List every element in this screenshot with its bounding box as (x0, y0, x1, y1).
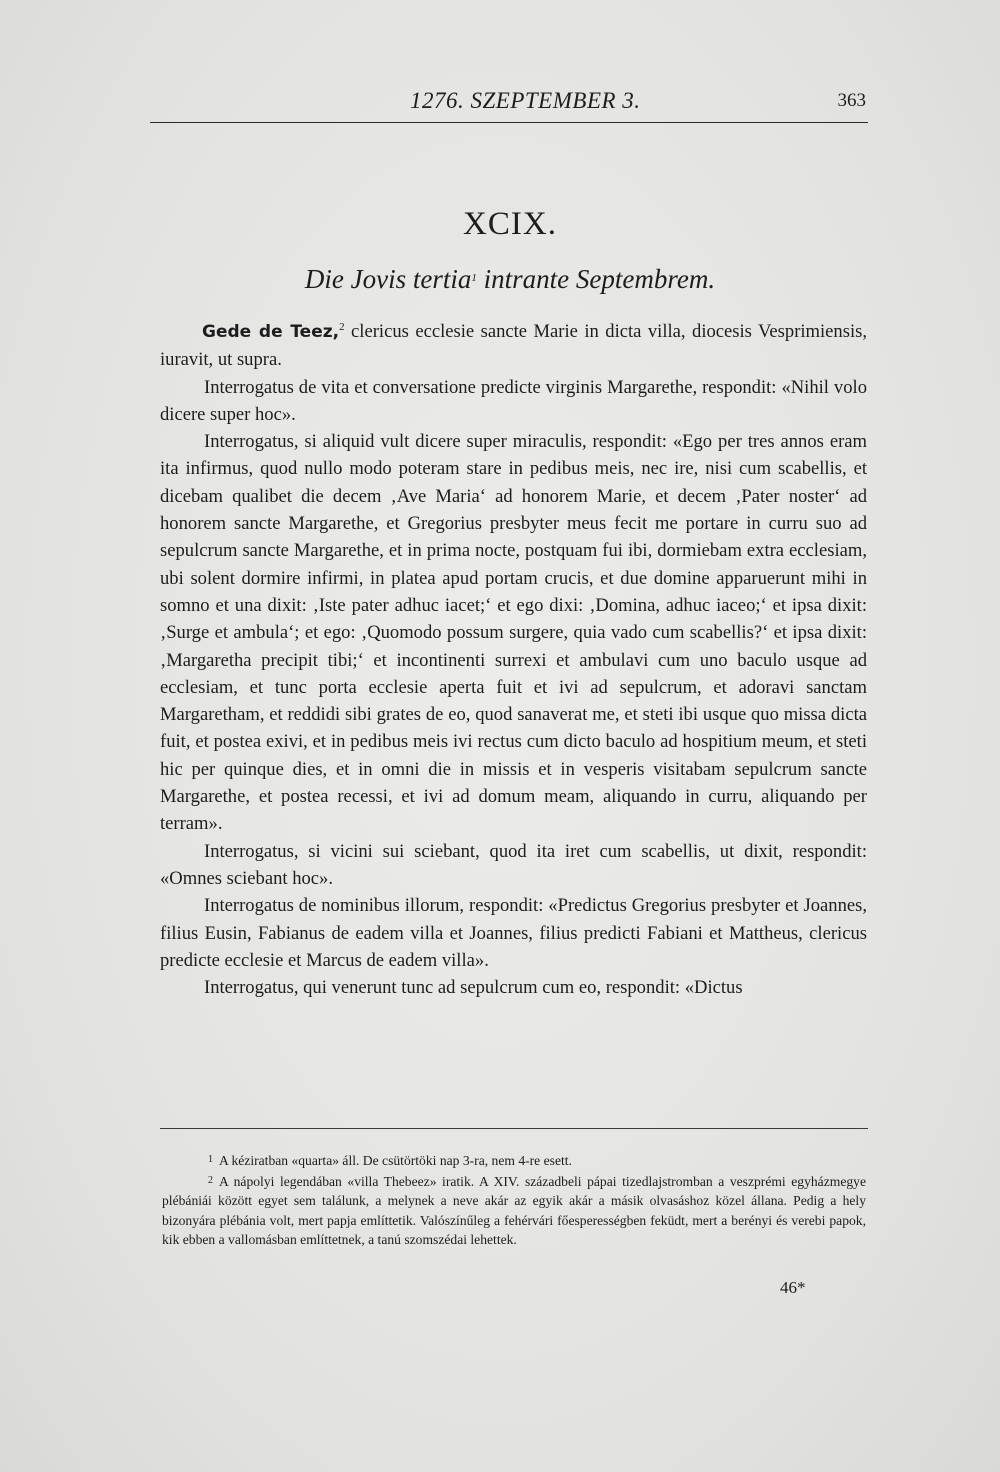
footnote-divider (160, 1128, 868, 1129)
footnote-1-mark: 1 (208, 1154, 213, 1165)
witness-footnote-ref: 2 (339, 321, 345, 333)
paragraph-4: Interrogatus, si vicini sui sciebant, quod ita iret cum scabellis, ut dixit, respondit: «Omnes sciebant hoc». (160, 840, 867, 889)
footnote-2-mark: 2 (208, 1174, 213, 1186)
paragraph-5: Interrogatus de nominibus illorum, respondit: «Predictus Gregorius presbyter et Joannes, filius Eusin, Fabianus de eadem villa et Joannes, filius predicti Fabiani et Mattheus, clericus predicte ecclesie et Marcus de eadem villa». (160, 895, 867, 971)
witness-name: Gede de Teez, (202, 322, 340, 342)
heading-text-before: Die Jovis tertia (304, 264, 472, 294)
paragraph-2: Interrogatus de vita et conversatione predicte virginis Margarethe, respondit: «Nihil volo dicere super hoc». (160, 376, 867, 425)
footnote-1-text: A kéziratban «quarta» áll. De csütörtöki nap 3-ra, nem 4-re esett. (219, 1153, 572, 1168)
document-heading (0, 264, 1000, 295)
heading-text-after: intrante Septembrem. (476, 264, 716, 294)
paragraph-6: Interrogatus, qui venerunt tunc ad sepulcrum cum eo, respondit: «Dictus (204, 977, 743, 999)
header-date: 1276. SZEPTEMBER 3. (410, 88, 641, 113)
running-header (150, 82, 868, 123)
heading-footnote-ref: 1 (471, 272, 477, 284)
footnote-2-text: A nápolyi legendában «villa Thebeez» iratik. A XIV. századbeli pápai tizedlajstromban a veszprémi egyházmegye plébániái között egyet sem találunk, a melynek a neve akár az egyik akár a másik olvasáshoz közel állana. Pedig a hely bizonyára plébánia volt, mert papja említtetik. Valószínűleg a fehérvári főesperességben feküdt, mert a berényi és verebi papok, kik ebben a vallomásban említtetnek, a tanú szomszédai lehettek. (162, 1173, 866, 1247)
paragraph-1 (160, 318, 867, 374)
document-number: XCIX. (463, 206, 557, 242)
paragraph-1-text: clericus ecclesie sancte Marie in dicta villa, diocesis Vesprimiensis, iuravit, ut supra. (160, 321, 868, 371)
footnote-1 (162, 1150, 866, 1171)
footnotes (162, 1150, 866, 1250)
paragraph-3: Interrogatus, si aliquid vult dicere super miraculis, respondit: «Ego per tres annos eram ita infirmus, quod nullo modo poteram stare in pedibus meis, nec ire, nisi cum scabellis, et dicebam qualibet die decem ‚Ave Maria‘ ad honorem Marie, et decem ‚Pater noster‘ ad honorem sancte Margarethe, et Gregorius presbyter meus fecit me portare in curru suo ad sepulcrum sancte Margarethe, et in prima nocte, postquam fui ibi, dormiebam extra ecclesiam, ubi solent dormire infirmi, in platea apud portam crucis, et due domine apparuerunt mihi in somno et una dixit: ‚Iste pater adhuc iacet;‘ et ego dixi: ‚Domina, adhuc iaceo;‘ et ipsa dixit: ‚Surge et ambula‘; et ego: ‚Quomodo possum surgere, quia vado cum scabellis?‘ et ipsa dixit: ‚Margaretha precipit tibi;‘ et incontinenti surrexi et ambulavi cum uno baculo usque ad ecclesiam, et tunc porta ecclesie aperta fuit et ivi ad sepulcrum, et adoravi sanctam Margaretham, et reddidi sibi grates de eo, quod sanaverat me, et steti ibi usque quo missa dicta fuit, et postea exivi, et in pedibus meis ivi rectus cum dicto baculo ad hospitium meum, et steti hic per quinque dies, et in omni die in missis et in vesperis visitabam sepulcrum sancte Margarethe, et postea recessi, et ivi ad domum meam, aliquando in curru, aliquando per terram». (160, 431, 867, 835)
signature-mark: 46* (780, 1278, 806, 1297)
main-text (160, 318, 867, 1001)
page-number: 363 (837, 90, 866, 111)
footnote-2 (162, 1171, 866, 1250)
